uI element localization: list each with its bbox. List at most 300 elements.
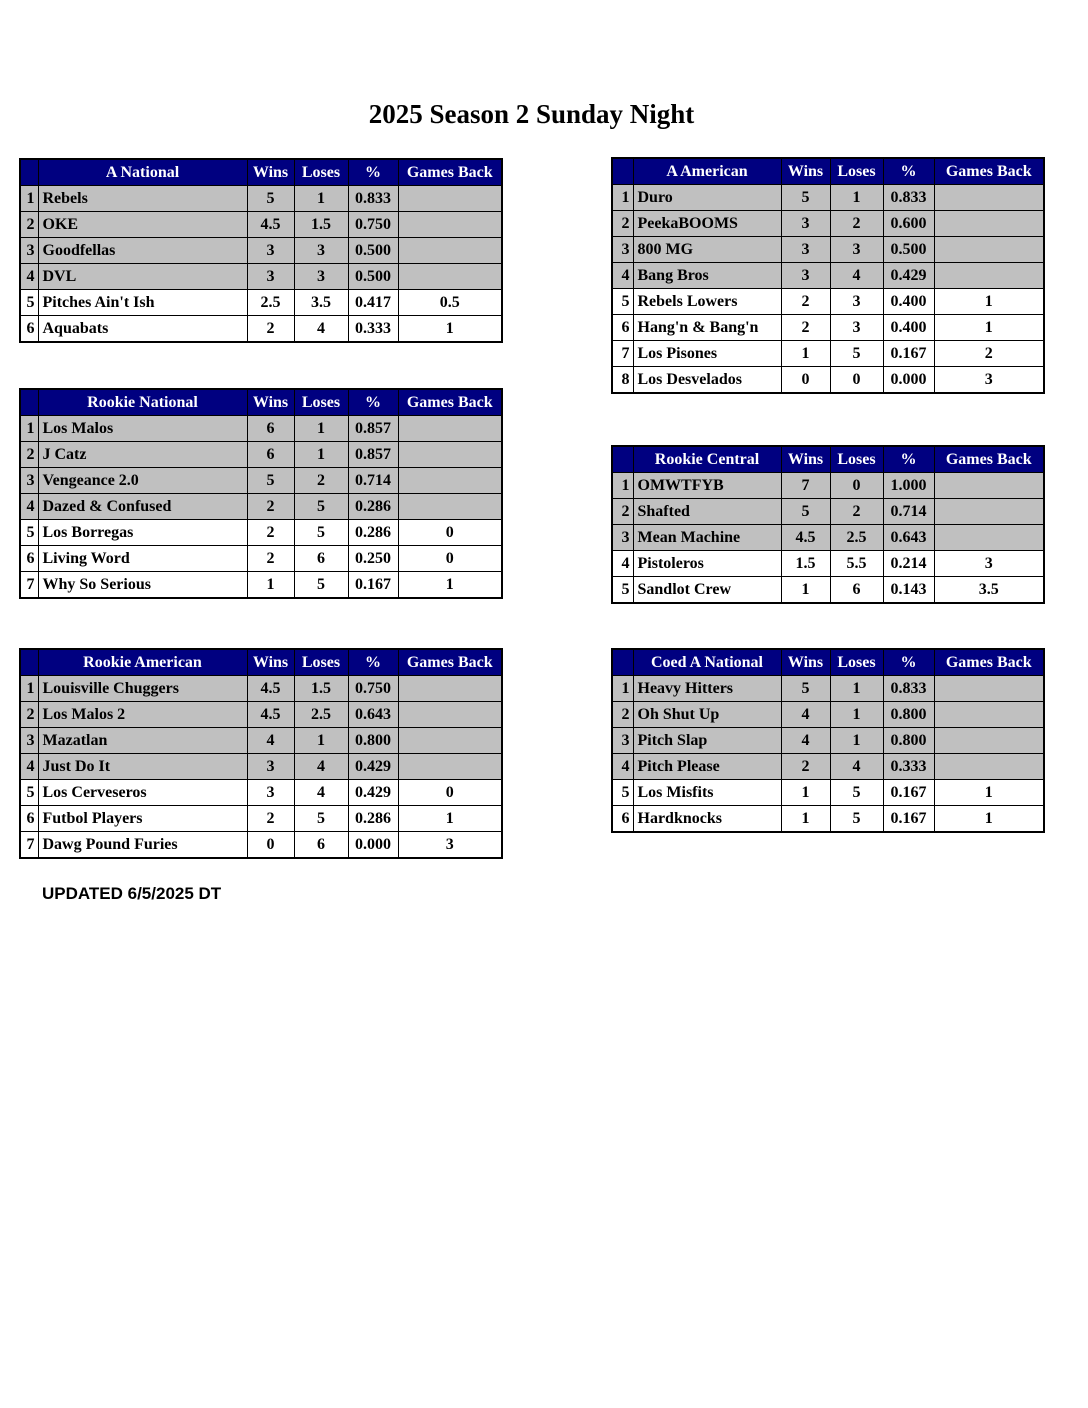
games-back-header: Games Back (934, 158, 1044, 185)
loses-header: Loses (294, 159, 348, 186)
table-row (612, 525, 1044, 551)
table-row (20, 546, 502, 572)
loses-cell: 5 (294, 520, 348, 546)
games-back-cell (398, 494, 502, 520)
loses-cell: 5 (830, 341, 883, 367)
team-name-cell: Los Borregas (38, 520, 247, 546)
loses-cell: 5 (294, 572, 348, 599)
standings-table (611, 445, 1045, 604)
wins-cell: 1.5 (781, 551, 830, 577)
games-back-cell (398, 442, 502, 468)
rank-header-corner (20, 389, 38, 416)
league-name-header: Rookie National (38, 389, 247, 416)
rank-header-corner (20, 649, 38, 676)
wins-cell: 1 (781, 806, 830, 833)
loses-cell: 6 (294, 832, 348, 859)
standings-table-wrapper-rookie-american (19, 648, 503, 859)
rank-cell: 1 (20, 186, 38, 212)
loses-cell: 5.5 (830, 551, 883, 577)
standings-table (19, 388, 503, 599)
team-name-cell: Pitches Ain't Ish (38, 290, 247, 316)
games-back-cell: 0.5 (398, 290, 502, 316)
rank-cell: 8 (612, 367, 633, 394)
loses-cell: 2 (830, 211, 883, 237)
team-name-cell: Aquabats (38, 316, 247, 343)
table-row (612, 728, 1044, 754)
rank-cell: 5 (612, 577, 633, 604)
rank-cell: 1 (612, 676, 633, 702)
wins-cell: 2 (247, 806, 294, 832)
rank-cell: 1 (20, 416, 38, 442)
wins-cell: 2 (247, 316, 294, 343)
games-back-cell (934, 754, 1044, 780)
loses-cell: 2 (294, 468, 348, 494)
games-back-header: Games Back (398, 389, 502, 416)
table-row (612, 341, 1044, 367)
table-row (612, 551, 1044, 577)
wins-header: Wins (781, 158, 830, 185)
wins-header: Wins (247, 389, 294, 416)
team-name-cell: DVL (38, 264, 247, 290)
games-back-cell (934, 525, 1044, 551)
team-name-cell: PeekaBOOMS (633, 211, 781, 237)
table-row (612, 315, 1044, 341)
table-row (20, 212, 502, 238)
pct-cell: 0.417 (348, 290, 398, 316)
games-back-cell (398, 264, 502, 290)
team-name-cell: Rebels Lowers (633, 289, 781, 315)
team-name-cell: Pitch Slap (633, 728, 781, 754)
wins-cell: 4 (781, 702, 830, 728)
wins-cell: 5 (247, 468, 294, 494)
wins-header: Wins (781, 446, 830, 473)
team-name-cell: Mazatlan (38, 728, 247, 754)
rank-cell: 4 (20, 264, 38, 290)
games-back-cell (398, 754, 502, 780)
rank-cell: 3 (20, 728, 38, 754)
table-row (612, 289, 1044, 315)
games-back-cell (934, 263, 1044, 289)
rank-cell: 2 (612, 702, 633, 728)
games-back-cell (934, 728, 1044, 754)
team-name-cell: Louisville Chuggers (38, 676, 247, 702)
rank-cell: 6 (612, 806, 633, 833)
games-back-header: Games Back (934, 649, 1044, 676)
pct-cell: 0.750 (348, 676, 398, 702)
games-back-cell: 0 (398, 546, 502, 572)
games-back-cell (934, 499, 1044, 525)
games-back-cell: 1 (398, 572, 502, 599)
rank-cell: 6 (20, 806, 38, 832)
table-row (20, 264, 502, 290)
rank-cell: 5 (612, 780, 633, 806)
team-name-cell: Rebels (38, 186, 247, 212)
rank-cell: 5 (20, 520, 38, 546)
league-name-header: A National (38, 159, 247, 186)
wins-cell: 3 (247, 754, 294, 780)
rank-cell: 3 (20, 468, 38, 494)
loses-cell: 4 (830, 263, 883, 289)
pct-cell: 0.250 (348, 546, 398, 572)
wins-cell: 1 (247, 572, 294, 599)
games-back-cell (398, 212, 502, 238)
table-row (20, 316, 502, 343)
pct-cell: 0.643 (348, 702, 398, 728)
header-row (612, 158, 1044, 185)
wins-cell: 3 (247, 238, 294, 264)
team-name-cell: Heavy Hitters (633, 676, 781, 702)
pct-cell: 0.286 (348, 520, 398, 546)
rank-cell: 1 (612, 473, 633, 499)
pct-cell: 0.286 (348, 494, 398, 520)
table-row (20, 468, 502, 494)
games-back-cell (934, 237, 1044, 263)
table-row (612, 185, 1044, 211)
rank-cell: 6 (20, 316, 38, 343)
loses-cell: 2.5 (294, 702, 348, 728)
wins-header: Wins (247, 159, 294, 186)
pct-cell: 0.833 (883, 676, 934, 702)
pct-cell: 0.500 (348, 264, 398, 290)
games-back-cell (398, 468, 502, 494)
team-name-cell: Sandlot Crew (633, 577, 781, 604)
rank-cell: 2 (20, 212, 38, 238)
rank-cell: 2 (612, 211, 633, 237)
rank-cell: 1 (612, 185, 633, 211)
header-row (612, 649, 1044, 676)
loses-cell: 2 (830, 499, 883, 525)
pct-cell: 0.833 (883, 185, 934, 211)
pct-cell: 0.333 (348, 316, 398, 343)
pct-cell: 0.750 (348, 212, 398, 238)
team-name-cell: Oh Shut Up (633, 702, 781, 728)
table-row (20, 702, 502, 728)
loses-cell: 3.5 (294, 290, 348, 316)
pct-cell: 1.000 (883, 473, 934, 499)
games-back-cell: 3 (934, 367, 1044, 394)
rank-cell: 2 (20, 442, 38, 468)
games-back-cell (934, 702, 1044, 728)
team-name-cell: Pistoleros (633, 551, 781, 577)
games-back-cell: 2 (934, 341, 1044, 367)
team-name-cell: Shafted (633, 499, 781, 525)
loses-cell: 4 (294, 780, 348, 806)
rank-header-corner (612, 649, 633, 676)
pct-cell: 0.429 (348, 780, 398, 806)
league-name-header: A American (633, 158, 781, 185)
games-back-cell: 1 (934, 289, 1044, 315)
games-back-cell (398, 676, 502, 702)
team-name-cell: Dazed & Confused (38, 494, 247, 520)
pct-cell: 0.500 (348, 238, 398, 264)
team-name-cell: Los Pisones (633, 341, 781, 367)
loses-cell: 1 (294, 728, 348, 754)
team-name-cell: J Catz (38, 442, 247, 468)
rank-header-corner (20, 159, 38, 186)
loses-cell: 1 (830, 185, 883, 211)
pct-cell: 0.167 (883, 341, 934, 367)
table-row (20, 416, 502, 442)
wins-cell: 4 (781, 728, 830, 754)
table-row (20, 728, 502, 754)
table-row (20, 494, 502, 520)
table-row (20, 186, 502, 212)
wins-cell: 6 (247, 442, 294, 468)
team-name-cell: Los Desvelados (633, 367, 781, 394)
table-row (20, 238, 502, 264)
table-row (612, 499, 1044, 525)
loses-header: Loses (294, 649, 348, 676)
team-name-cell: Why So Serious (38, 572, 247, 599)
rank-cell: 4 (20, 494, 38, 520)
pct-cell: 0.800 (883, 702, 934, 728)
rank-cell: 5 (612, 289, 633, 315)
loses-header: Loses (294, 389, 348, 416)
games-back-cell: 1 (398, 316, 502, 343)
league-name-header: Rookie Central (633, 446, 781, 473)
wins-cell: 6 (247, 416, 294, 442)
table-row (612, 263, 1044, 289)
loses-header: Loses (830, 649, 883, 676)
wins-cell: 2.5 (247, 290, 294, 316)
pct-cell: 0.600 (883, 211, 934, 237)
wins-cell: 2 (781, 315, 830, 341)
loses-header: Loses (830, 446, 883, 473)
table-row (20, 754, 502, 780)
loses-cell: 5 (294, 806, 348, 832)
games-back-header: Games Back (398, 649, 502, 676)
pct-cell: 0.429 (348, 754, 398, 780)
loses-header: Loses (830, 158, 883, 185)
table-row (20, 832, 502, 859)
standings-table (611, 157, 1045, 394)
rank-cell: 3 (612, 728, 633, 754)
loses-cell: 3 (830, 237, 883, 263)
games-back-cell (934, 211, 1044, 237)
team-name-cell: Pitch Please (633, 754, 781, 780)
wins-cell: 3 (781, 211, 830, 237)
wins-cell: 4 (247, 728, 294, 754)
wins-cell: 4.5 (247, 702, 294, 728)
rank-cell: 5 (20, 290, 38, 316)
standings-table (19, 158, 503, 343)
wins-cell: 2 (247, 546, 294, 572)
wins-cell: 2 (247, 494, 294, 520)
loses-cell: 3 (830, 315, 883, 341)
table-row (612, 754, 1044, 780)
standings-table (611, 648, 1045, 833)
team-name-cell: Hardknocks (633, 806, 781, 833)
team-name-cell: 800 MG (633, 237, 781, 263)
pct-cell: 0.167 (348, 572, 398, 599)
wins-cell: 0 (247, 832, 294, 859)
loses-cell: 1 (294, 416, 348, 442)
wins-cell: 1 (781, 780, 830, 806)
wins-cell: 3 (781, 263, 830, 289)
games-back-cell: 1 (934, 806, 1044, 833)
pct-cell: 0.800 (348, 728, 398, 754)
table-row (20, 290, 502, 316)
wins-cell: 4.5 (247, 676, 294, 702)
pct-cell: 0.143 (883, 577, 934, 604)
table-row (612, 676, 1044, 702)
games-back-cell (398, 186, 502, 212)
rank-cell: 5 (20, 780, 38, 806)
games-back-cell: 0 (398, 520, 502, 546)
games-back-cell: 3 (934, 551, 1044, 577)
table-row (20, 676, 502, 702)
page-title: 2025 Season 2 Sunday Night (368, 99, 695, 129)
games-back-cell: 3.5 (934, 577, 1044, 604)
pct-cell: 0.214 (883, 551, 934, 577)
games-back-cell: 3 (398, 832, 502, 859)
wins-cell: 5 (247, 186, 294, 212)
wins-cell: 3 (247, 264, 294, 290)
pct-cell: 0.167 (883, 780, 934, 806)
pct-header: % (348, 159, 398, 186)
wins-cell: 0 (781, 367, 830, 394)
table-row (612, 367, 1044, 394)
loses-cell: 1.5 (294, 676, 348, 702)
games-back-cell (934, 473, 1044, 499)
pct-cell: 0.400 (883, 315, 934, 341)
loses-cell: 1 (294, 442, 348, 468)
wins-cell: 1 (781, 577, 830, 604)
loses-cell: 0 (830, 473, 883, 499)
team-name-cell: Bang Bros (633, 263, 781, 289)
team-name-cell: Vengeance 2.0 (38, 468, 247, 494)
rank-cell: 3 (612, 237, 633, 263)
team-name-cell: OMWTFYB (633, 473, 781, 499)
pct-header: % (883, 649, 934, 676)
rank-cell: 7 (20, 572, 38, 599)
rank-header-corner (612, 446, 633, 473)
loses-cell: 4 (294, 316, 348, 343)
loses-cell: 3 (830, 289, 883, 315)
header-row (20, 389, 502, 416)
wins-cell: 2 (781, 754, 830, 780)
games-back-cell: 1 (934, 315, 1044, 341)
wins-cell: 3 (781, 237, 830, 263)
team-name-cell: Mean Machine (633, 525, 781, 551)
rank-cell: 6 (20, 546, 38, 572)
team-name-cell: Los Cerveseros (38, 780, 247, 806)
loses-cell: 6 (830, 577, 883, 604)
pct-cell: 0.800 (883, 728, 934, 754)
standings-table-wrapper-a-american (611, 157, 1045, 394)
wins-cell: 2 (781, 289, 830, 315)
loses-cell: 0 (830, 367, 883, 394)
games-back-cell: 0 (398, 780, 502, 806)
wins-cell: 7 (781, 473, 830, 499)
pct-cell: 0.714 (883, 499, 934, 525)
games-back-cell (398, 728, 502, 754)
pct-cell: 0.429 (883, 263, 934, 289)
games-back-cell (398, 416, 502, 442)
header-row (612, 446, 1044, 473)
loses-cell: 5 (294, 494, 348, 520)
loses-cell: 3 (294, 238, 348, 264)
wins-cell: 1 (781, 341, 830, 367)
table-row (612, 780, 1044, 806)
wins-cell: 5 (781, 185, 830, 211)
wins-header: Wins (781, 649, 830, 676)
games-back-cell (934, 185, 1044, 211)
games-back-cell (934, 676, 1044, 702)
pct-cell: 0.857 (348, 442, 398, 468)
team-name-cell: Futbol Players (38, 806, 247, 832)
team-name-cell: Dawg Pound Furies (38, 832, 247, 859)
pct-cell: 0.714 (348, 468, 398, 494)
standings-table-wrapper-a-national (19, 158, 503, 343)
loses-cell: 2.5 (830, 525, 883, 551)
team-name-cell: Los Malos (38, 416, 247, 442)
wins-cell: 3 (247, 780, 294, 806)
table-row (612, 577, 1044, 604)
rank-cell: 4 (612, 551, 633, 577)
games-back-cell (398, 702, 502, 728)
team-name-cell: Los Misfits (633, 780, 781, 806)
rank-cell: 1 (20, 676, 38, 702)
loses-cell: 5 (830, 780, 883, 806)
loses-cell: 4 (830, 754, 883, 780)
wins-cell: 5 (781, 676, 830, 702)
pct-cell: 0.857 (348, 416, 398, 442)
games-back-header: Games Back (934, 446, 1044, 473)
table-row (20, 520, 502, 546)
table-row (20, 442, 502, 468)
pct-header: % (883, 446, 934, 473)
loses-cell: 1 (830, 728, 883, 754)
wins-cell: 4.5 (781, 525, 830, 551)
header-row (20, 649, 502, 676)
updated-note: UPDATED 6/5/2025 DT (42, 884, 222, 903)
team-name-cell: Just Do It (38, 754, 247, 780)
loses-cell: 6 (294, 546, 348, 572)
pct-cell: 0.833 (348, 186, 398, 212)
team-name-cell: Goodfellas (38, 238, 247, 264)
pct-cell: 0.286 (348, 806, 398, 832)
wins-cell: 5 (781, 499, 830, 525)
rank-cell: 4 (20, 754, 38, 780)
loses-cell: 1 (830, 676, 883, 702)
pct-cell: 0.400 (883, 289, 934, 315)
table-row (612, 237, 1044, 263)
rank-cell: 4 (612, 263, 633, 289)
standings-table-wrapper-rookie-central (611, 445, 1045, 604)
pct-cell: 0.643 (883, 525, 934, 551)
pct-cell: 0.333 (883, 754, 934, 780)
team-name-cell: Hang'n & Bang'n (633, 315, 781, 341)
table-row (20, 780, 502, 806)
rank-cell: 7 (612, 341, 633, 367)
table-row (612, 211, 1044, 237)
loses-cell: 4 (294, 754, 348, 780)
pct-cell: 0.500 (883, 237, 934, 263)
pct-header: % (883, 158, 934, 185)
rank-header-corner (612, 158, 633, 185)
loses-cell: 5 (830, 806, 883, 833)
loses-cell: 3 (294, 264, 348, 290)
league-name-header: Coed A National (633, 649, 781, 676)
table-row (612, 806, 1044, 833)
games-back-cell: 1 (398, 806, 502, 832)
team-name-cell: OKE (38, 212, 247, 238)
league-name-header: Rookie American (38, 649, 247, 676)
standings-table (19, 648, 503, 859)
rank-cell: 3 (612, 525, 633, 551)
team-name-cell: Duro (633, 185, 781, 211)
